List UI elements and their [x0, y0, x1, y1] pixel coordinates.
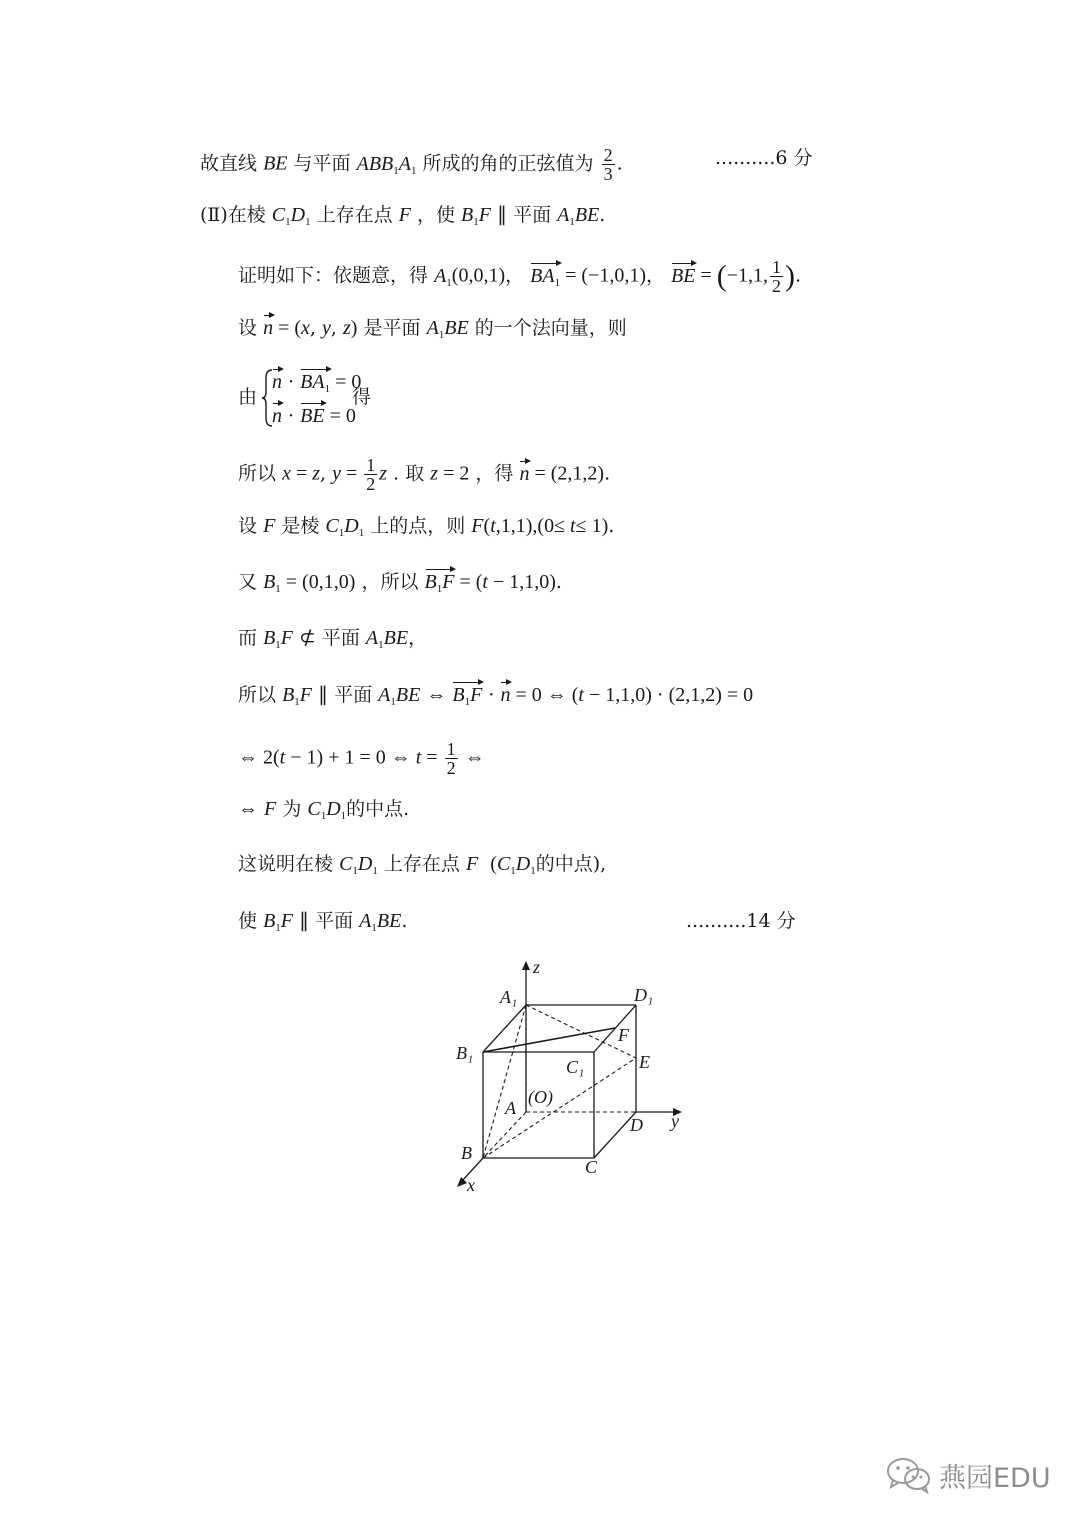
line-10: 所以 $B_1F$ ∥ 平面 $A_1BE$ ⇔ $B_1F \cdot n = 0$ ⇔ (t − 1,1,0) · (2,1,2) = 0 — [238, 683, 753, 714]
label-D1: D₁ — [634, 985, 654, 1005]
label-F: F — [618, 1025, 629, 1045]
label-A1: A₁ — [500, 987, 518, 1007]
line-12: ⇔ F 为 $C_1D_1$的中点. — [238, 798, 410, 822]
line-3: 证明如下：依题意，得 $A_1(0,0,1)$， $BA_1 = (-1,0,1)$， BE = (−1,1, $\frac{1}{2}$ ). — [238, 257, 802, 296]
line-4: 设 n = (x, y, z) 是平面 $A_1BE$ 的一个法向量，则 — [238, 317, 627, 341]
z-axis-arrow-icon — [522, 961, 530, 970]
cube-figure — [440, 955, 700, 1195]
label-x: x — [467, 1175, 475, 1195]
line-5-de: 得 — [352, 386, 372, 408]
line-5-you: 由 — [238, 386, 258, 408]
label-C1: C₁ — [566, 1057, 585, 1077]
line-2: (Ⅱ)在棱 $C_1D_1$ 上存在点 F ，使 $B_1F$ ∥ 平面 $A_1BE$. — [200, 204, 606, 228]
label-A: A — [505, 1098, 516, 1118]
label-B1: B₁ — [456, 1043, 474, 1063]
watermark — [885, 1455, 1051, 1495]
label-O: (O) — [528, 1087, 553, 1107]
line-13: 这说明在棱 $C_1D_1$ 上存在点 F ($C_1D_1$的中点), — [238, 853, 607, 877]
line-1: 故直线 BE 与平面 $ABB_1A_1$ 所成的角的正弦值为 $\frac{2}{3}$ . — [200, 145, 623, 184]
label-E: E — [639, 1052, 650, 1072]
score-14: ..........14 分 — [686, 910, 796, 932]
line-11: ⇔ 2(t − 1) + 1 = 0 ⇔ t = $\frac{1}{2}$ ⇔ — [238, 739, 485, 778]
system-row-1: $n \cdot BA_1 = 0$ — [272, 370, 361, 401]
watermark-text: 燕园EDU — [939, 1462, 1051, 1494]
line-9: 而 $B_1F$ ⊄ 平面 $A_1BE$， — [238, 627, 428, 651]
system-row-2: n · BE = 0 — [272, 405, 356, 427]
label-z: z — [533, 957, 541, 977]
label-D: D — [630, 1115, 643, 1135]
x-axis-arrow-icon — [457, 1177, 467, 1187]
line-14: 使 $B_1F$ ∥ 平面 $A_1BE$. — [238, 910, 408, 934]
label-C: C — [585, 1157, 598, 1177]
line-7: 设 F 是棱 $C_1D_1$ 上的点，则 F(t,1,1),(0≤ t≤ 1). — [238, 515, 615, 539]
line-8: 又 $B_1 = (0,1,0)$ ，所以 $B_1F = (t - 1,1,0)$. — [238, 570, 562, 601]
segment-b1-f — [483, 1028, 615, 1052]
label-B: B — [461, 1143, 472, 1163]
score-6: ..........6 分 — [715, 147, 813, 169]
wechat-icon — [885, 1455, 933, 1495]
line-6: 所以 x = z, y = $\frac{1}{2}$ z . 取 z = 2 ，得 n = (2,1,2). — [238, 455, 611, 494]
label-y: y — [671, 1111, 679, 1131]
